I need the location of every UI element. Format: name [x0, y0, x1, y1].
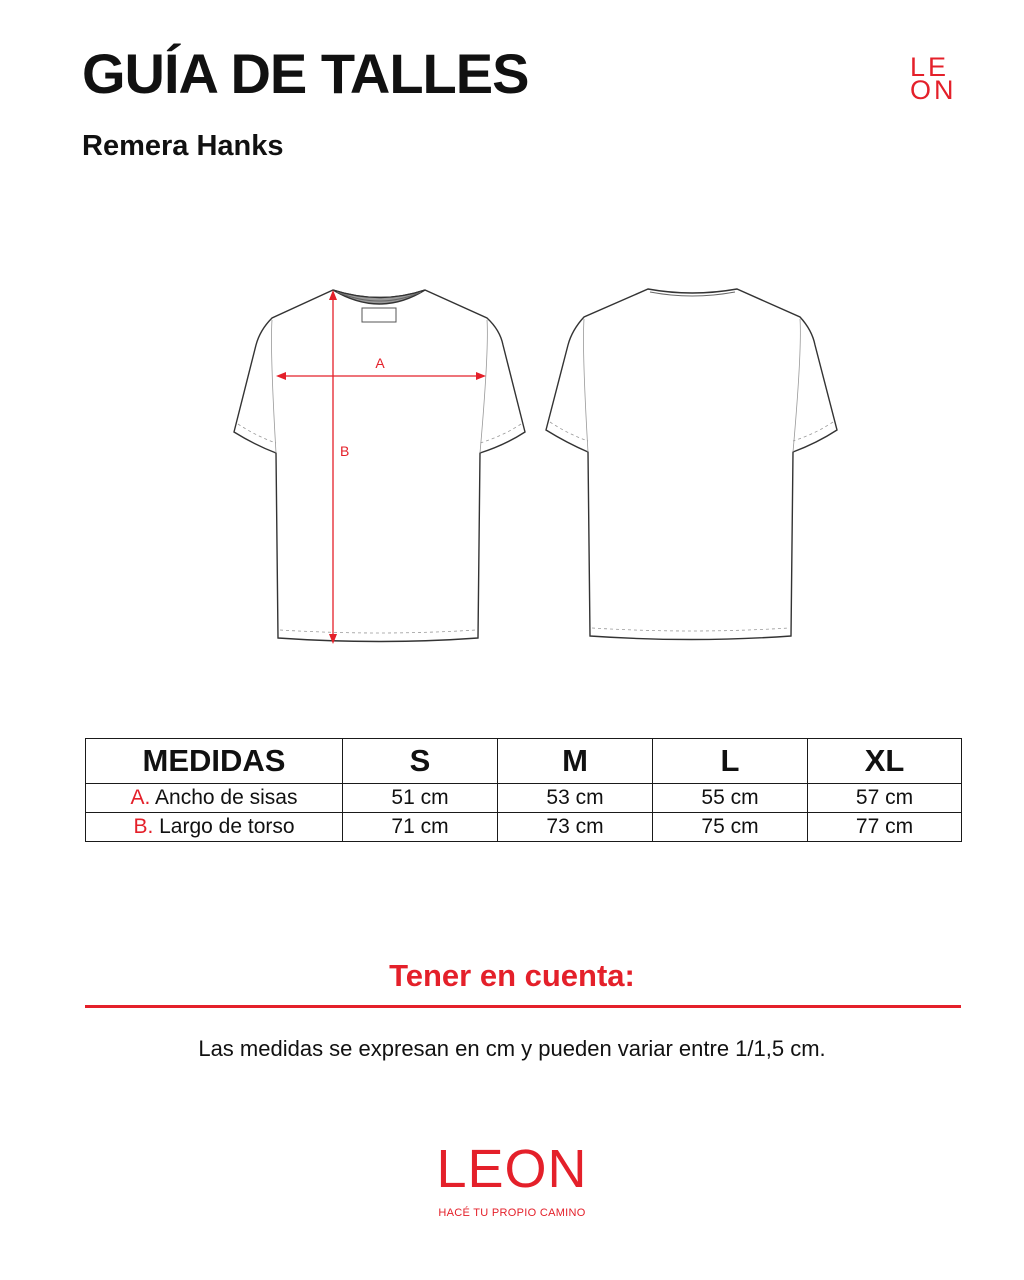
page-title: GUÍA DE TALLES — [82, 42, 529, 105]
logo-top-line: LE — [910, 52, 950, 82]
note-text: Las medidas se expresan en cm y pueden variar entre 1/1,5 cm. — [198, 1036, 826, 1061]
row-label — [86, 813, 343, 842]
row-letter: A. — [130, 786, 151, 809]
cell-value: 57 cm — [808, 784, 962, 813]
row-letter: B. — [133, 815, 154, 838]
table-row — [86, 784, 962, 813]
row-label — [86, 784, 343, 813]
table-row — [86, 813, 962, 842]
product-name: Remera Hanks — [82, 130, 284, 162]
cell-value: 73 cm — [498, 813, 653, 842]
table-header-row — [86, 739, 962, 784]
tshirt-front — [234, 290, 525, 642]
footer-tagline: HACÉ TU PROPIO CAMINO — [438, 1207, 586, 1219]
size-table — [85, 738, 962, 842]
header-size-xl: XL — [808, 739, 962, 784]
header-size-l: L — [653, 739, 808, 784]
row-name: Largo de torso — [159, 815, 295, 838]
measure-label-b: B — [340, 443, 350, 459]
tshirt-diagram — [0, 270, 1024, 660]
header-size-m: M — [498, 739, 653, 784]
brand-logo-corner — [910, 52, 962, 105]
header-measures: MEDIDAS — [86, 739, 343, 784]
note-divider — [85, 1005, 961, 1008]
cell-value: 55 cm — [653, 784, 808, 813]
footer-brand-logo: LEON — [436, 1139, 588, 1199]
note-title: Tener en cuenta: — [389, 958, 635, 993]
cell-value: 51 cm — [343, 784, 498, 813]
cell-value: 75 cm — [653, 813, 808, 842]
cell-value: 71 cm — [343, 813, 498, 842]
tshirt-back — [546, 289, 837, 640]
header-size-s: S — [343, 739, 498, 784]
measure-label-a: A — [375, 355, 385, 371]
cell-value: 53 cm — [498, 784, 653, 813]
cell-value: 77 cm — [808, 813, 962, 842]
logo-bottom-line: ON — [910, 75, 957, 105]
row-name: Ancho de sisas — [155, 786, 298, 809]
